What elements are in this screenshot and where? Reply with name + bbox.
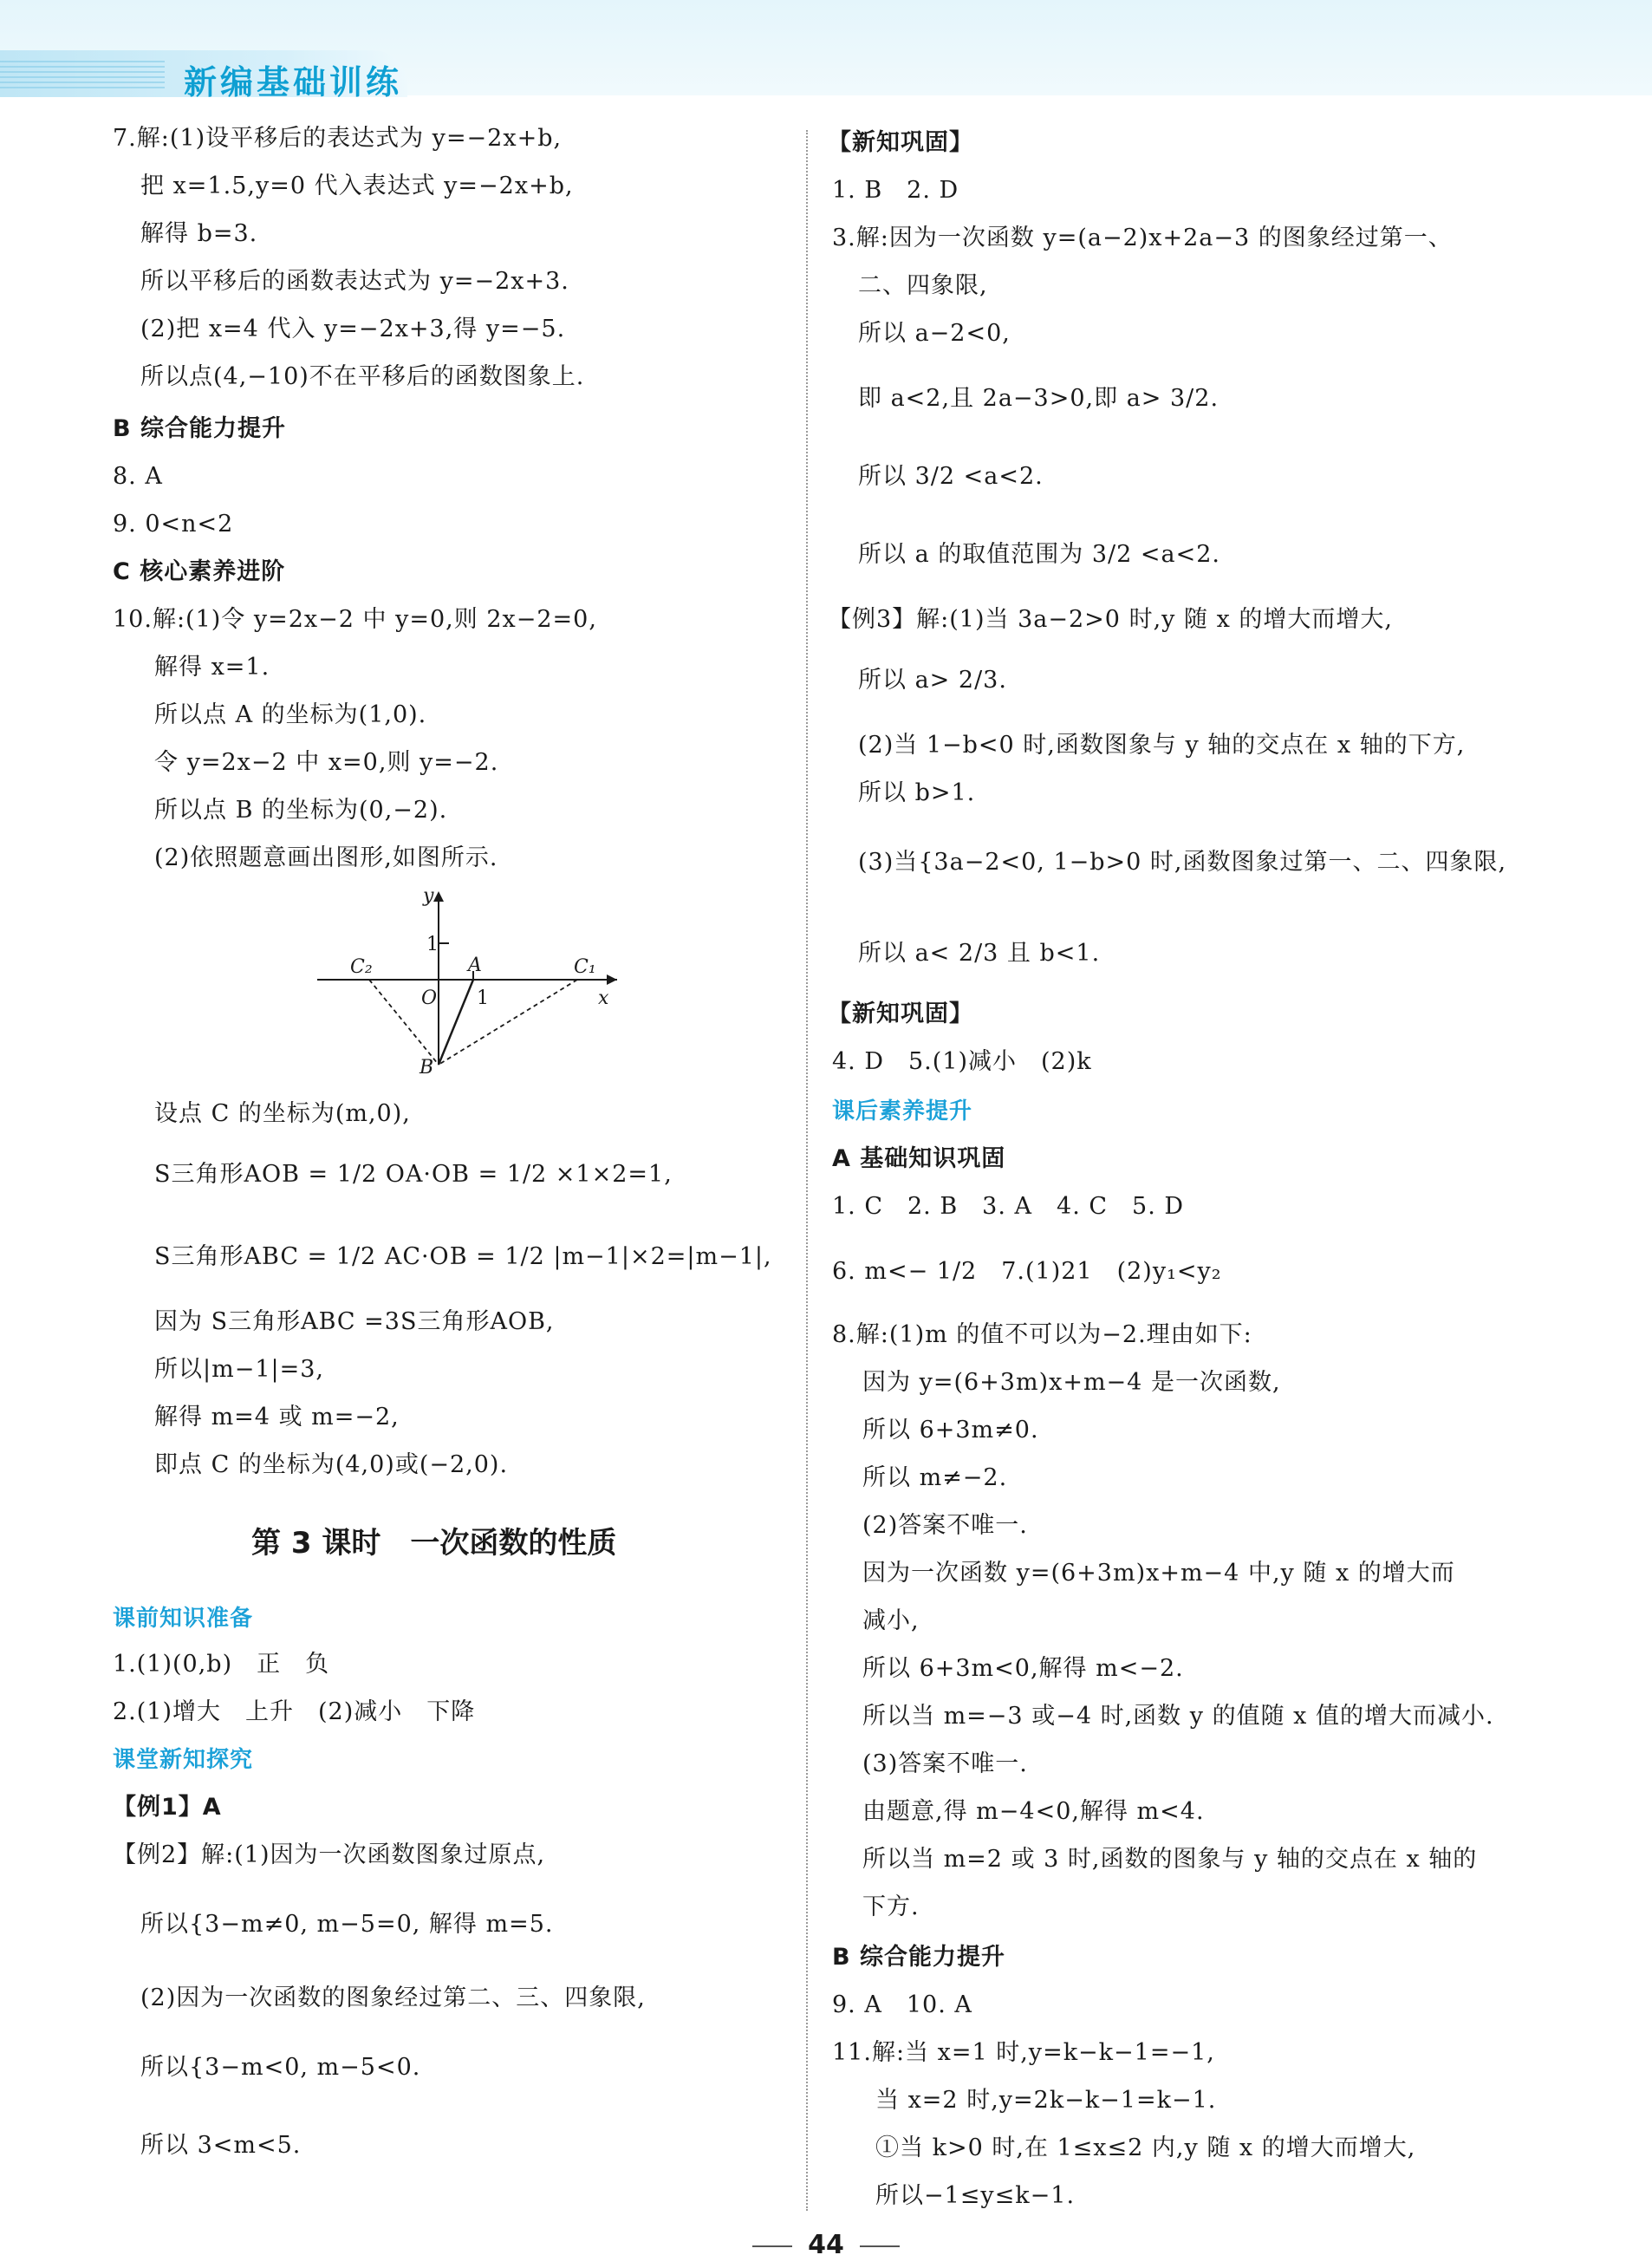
text-line: 6. m<− 1/2 7.(1)21 (2)y₁<y₂	[832, 1258, 1222, 1285]
section-heading: B 综合能力提升	[832, 1944, 1005, 1971]
text-line: ①当 k>0 时,在 1≤x≤2 内,y 随 x 的增大而增大,	[875, 2134, 1416, 2161]
text-line: 所以 3<m<5.	[140, 2132, 302, 2159]
text-line: 所以 m≠−2.	[862, 1464, 1008, 1491]
text-line: (2)答案不唯一.	[862, 1512, 1028, 1539]
text-line: (2)因为一次函数的图象经过第二、三、四象限,	[140, 1984, 646, 2011]
text-line: 【例3】解:(1)当 3a−2>0 时,y 随 x 的增大而增大,	[828, 606, 1393, 633]
section-heading: A 基础知识巩固	[832, 1145, 1006, 1172]
text-line: 令 y=2x−2 中 x=0,则 y=−2.	[154, 749, 499, 776]
text-line: 所以 a< 2/3 且 b<1.	[858, 940, 1101, 967]
text-line: 所以 a−2<0,	[858, 320, 1011, 347]
text-line: 解得 x=1.	[154, 654, 270, 681]
text-line: 所以平移后的函数表达式为 y=−2x+3.	[140, 268, 569, 295]
text-line: 7.解:(1)设平移后的表达式为 y=−2x+b,	[113, 125, 563, 152]
text-line: 9. A 10. A	[832, 1991, 972, 2018]
text-line: 因为 S三角形ABC =3S三角形AOB,	[154, 1308, 555, 1335]
section-heading: B 综合能力提升	[113, 415, 286, 442]
text-line: 所以 b>1.	[858, 779, 976, 806]
text-line: 【例2】解:(1)因为一次函数图象过原点,	[113, 1841, 546, 1868]
section-heading: 【新知巩固】	[828, 1000, 973, 1027]
text-line: 1. B 2. D	[832, 177, 959, 204]
coordinate-figure	[312, 884, 624, 1084]
text-line: 所以当 m=2 或 3 时,函数的图象与 y 轴的交点在 x 轴的	[862, 1846, 1478, 1873]
text-line: (3)答案不唯一.	[862, 1750, 1028, 1777]
page-number	[0, 2230, 1652, 2260]
label-y: y	[423, 885, 434, 907]
text-line: 所以点 B 的坐标为(0,−2).	[154, 797, 448, 824]
section-heading: C 核心素养进阶	[113, 558, 286, 585]
label-O: O	[421, 987, 438, 1009]
text-line: 所以 6+3m≠0.	[862, 1417, 1039, 1444]
text-line: (2)把 x=4 代入 y=−2x+3,得 y=−5.	[140, 316, 566, 342]
text-line: 把 x=1.5,y=0 代入表达式 y=−2x+b,	[140, 173, 574, 199]
section-heading: 【新知巩固】	[828, 129, 973, 156]
subsection-heading: 课堂新知探究	[113, 1747, 254, 1773]
label-C1: C₁	[574, 956, 596, 978]
text-line: 减小,	[862, 1607, 920, 1634]
text-line: 4. D 5.(1)减小 (2)k	[832, 1048, 1092, 1075]
text-line: 设点 C 的坐标为(m,0),	[154, 1100, 411, 1127]
text-line: 1. C 2. B 3. A 4. C 5. D	[832, 1193, 1185, 1220]
label-A: A	[468, 955, 482, 976]
text-line: (3)当{3a−2<0, 1−b>0 时,函数图象过第一、二、四象限,	[858, 849, 1507, 876]
label-1-axis: 1	[426, 934, 439, 955]
text-line: 2.(1)增大 上升 (2)减小 下降	[113, 1698, 476, 1725]
text-line: 即点 C 的坐标为(4,0)或(−2,0).	[154, 1451, 509, 1478]
text-line: 所以 3/2 <a<2.	[858, 463, 1044, 490]
text-line: S三角形AOB = 1/2 OA·OB = 1/2 ×1×2=1,	[154, 1161, 673, 1188]
lesson-title: 第 3 课时 一次函数的性质	[251, 1526, 617, 1561]
text-line: 8.解:(1)m 的值不可以为−2.理由如下:	[832, 1321, 1252, 1348]
text-line: 因为 y=(6+3m)x+m−4 是一次函数,	[862, 1369, 1281, 1396]
page-dash-right	[860, 2245, 900, 2247]
text-line: 1.(1)(0,b) 正 负	[113, 1651, 330, 1678]
text-line: 9. 0<n<2	[113, 511, 234, 538]
text-line: 二、四象限,	[858, 272, 988, 299]
text-line: S三角形ABC = 1/2 AC·OB = 1/2 |m−1|×2=|m−1|,	[154, 1243, 772, 1270]
subsection-heading: 课后素养提升	[832, 1098, 973, 1124]
header-title: 新编基础训练	[184, 63, 403, 101]
line-AB	[439, 980, 473, 1065]
text-line: 所以−1≤y≤k−1.	[875, 2182, 1076, 2209]
column-divider	[806, 130, 808, 2211]
text-line: 10.解:(1)令 y=2x−2 中 y=0,则 2x−2=0,	[113, 606, 597, 633]
text-line: 因为一次函数 y=(6+3m)x+m−4 中,y 随 x 的增大而	[862, 1560, 1455, 1587]
label-B: B	[420, 1057, 434, 1079]
text-line: 所以|m−1|=3,	[154, 1356, 324, 1383]
text-line: (2)当 1−b<0 时,函数图象与 y 轴的交点在 x 轴的下方,	[858, 732, 1466, 759]
text-line: 11.解:当 x=1 时,y=k−k−1=−1,	[832, 2039, 1215, 2066]
text-line: 所以{3−m<0, m−5<0.	[140, 2054, 421, 2081]
text-line: (2)依照题意画出图形,如图所示.	[154, 844, 498, 871]
text-line: 解得 m=4 或 m=−2,	[154, 1404, 400, 1431]
text-line: 即 a<2,且 2a−3>0,即 a> 3/2.	[858, 385, 1219, 412]
text-line: 所以点 A 的坐标为(1,0).	[154, 701, 427, 728]
text-line: 8. A	[113, 463, 163, 490]
header-decoration	[0, 61, 165, 92]
page-number-text: 44	[808, 2230, 844, 2260]
y-axis-arrow	[433, 891, 444, 902]
text-line: 所以{3−m≠0, m−5=0, 解得 m=5.	[140, 1911, 554, 1938]
label-1-x: 1	[477, 987, 489, 1009]
text-line: 当 x=2 时,y=2k−k−1=k−1.	[875, 2087, 1217, 2114]
text-line: 下方.	[862, 1893, 920, 1920]
text-line: 所以 a> 2/3.	[858, 667, 1007, 694]
text-line: 所以点(4,−10)不在平移后的函数图象上.	[140, 363, 585, 390]
label-x: x	[598, 987, 609, 1009]
text-line: 3.解:因为一次函数 y=(a−2)x+2a−3 的图象经过第一、	[832, 225, 1453, 251]
text-line: 由题意,得 m−4<0,解得 m<4.	[862, 1798, 1205, 1825]
label-C2: C₂	[350, 956, 373, 978]
text-line: 所以 6+3m<0,解得 m<−2.	[862, 1655, 1184, 1682]
text-line: 【例1】A	[113, 1794, 222, 1821]
text-line: 所以 a 的取值范围为 3/2 <a<2.	[858, 541, 1220, 568]
line-BC1	[439, 980, 577, 1065]
text-line: 解得 b=3.	[140, 220, 258, 247]
page-dash-left	[752, 2245, 792, 2247]
subsection-heading: 课前知识准备	[113, 1606, 254, 1632]
x-axis-arrow	[607, 974, 617, 985]
text-line: 所以当 m=−3 或−4 时,函数 y 的值随 x 值的增大而减小.	[862, 1703, 1494, 1730]
